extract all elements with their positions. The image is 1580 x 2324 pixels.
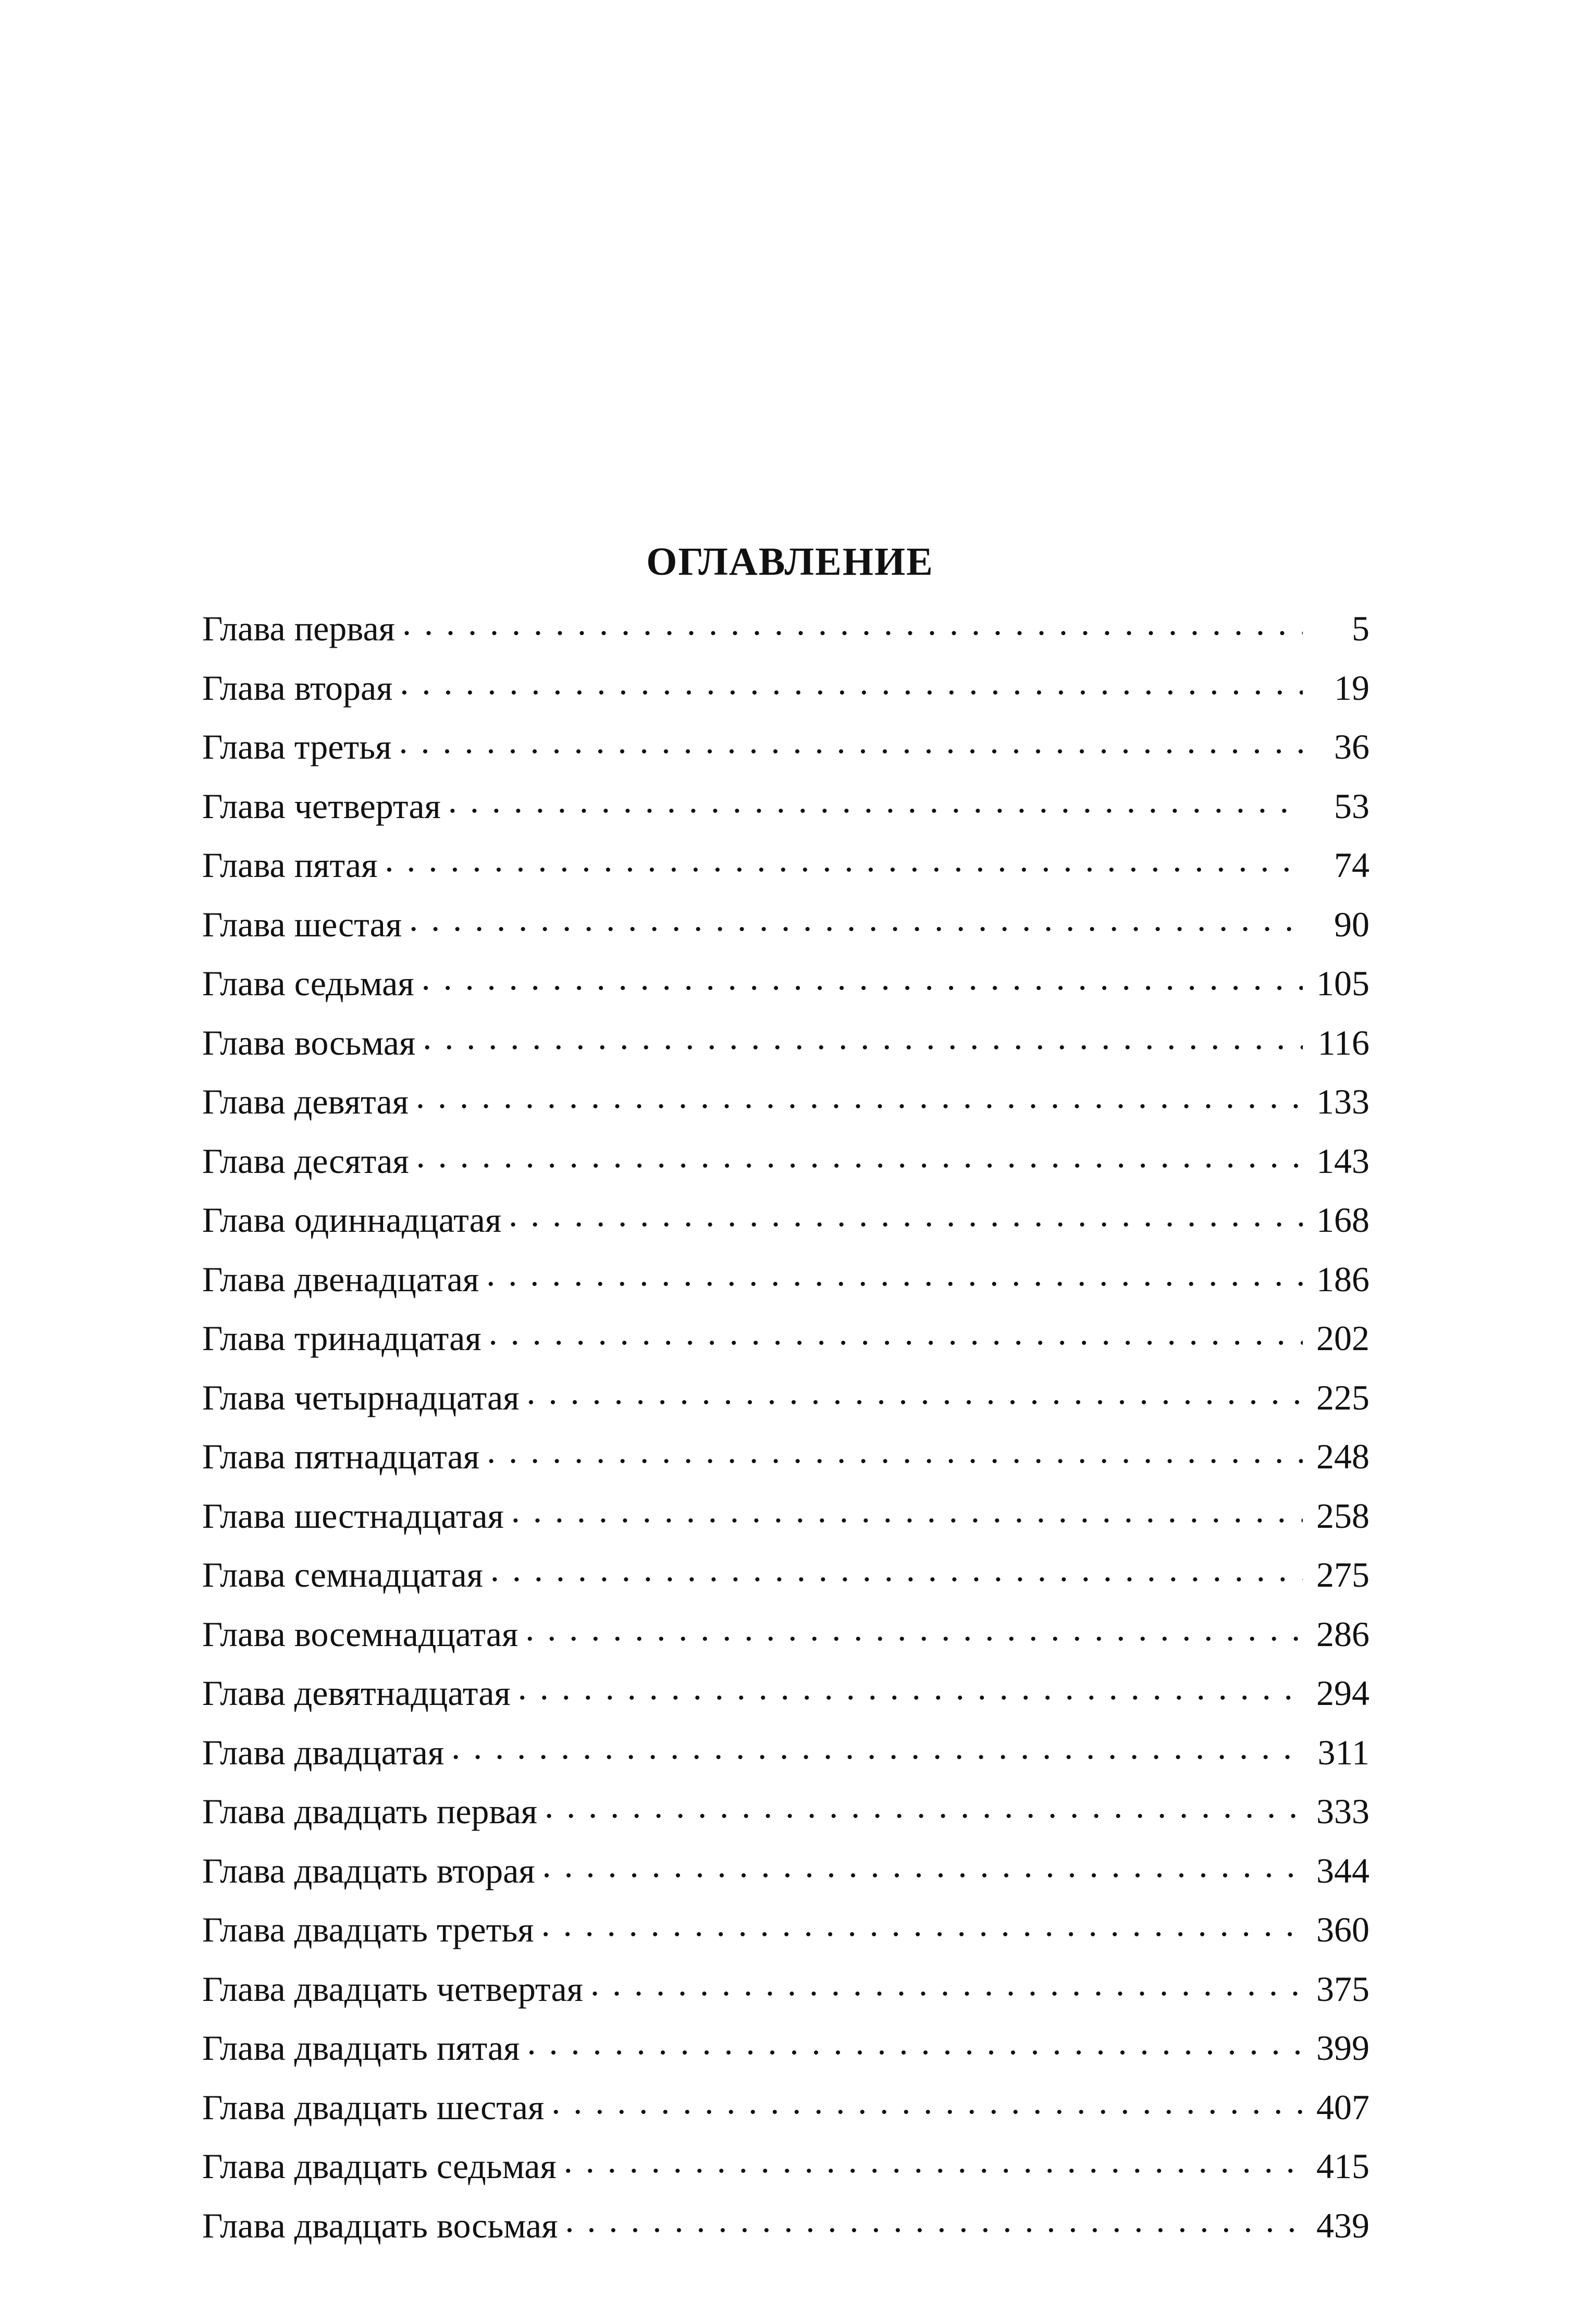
toc-entry <box>202 1841 1369 1901</box>
toc-entry-page-number: 360 <box>1316 1910 1369 1949</box>
toc-entry-page-number: 19 <box>1334 667 1369 708</box>
toc-entry <box>202 1960 1369 2019</box>
toc-entry <box>202 2137 1369 2196</box>
dot-leader <box>525 1611 1303 1646</box>
toc-entry-page-number: 275 <box>1316 1555 1369 1594</box>
dot-leader <box>451 1729 1303 1764</box>
dot-leader <box>399 723 1303 759</box>
toc-entry-label: Глава пятая <box>202 845 378 885</box>
dot-leader <box>448 783 1303 818</box>
toc-entry-page-number: 407 <box>1316 2087 1369 2127</box>
toc-entry <box>202 1132 1369 1191</box>
dot-leader <box>590 1965 1303 2001</box>
toc-entry-page-number: 186 <box>1316 1259 1369 1299</box>
toc-entry <box>202 1546 1369 1605</box>
toc-entry <box>202 1605 1369 1664</box>
toc-entry-label: Глава десятая <box>202 1141 409 1181</box>
toc-entry-page-number: 311 <box>1317 1732 1369 1772</box>
toc-entry-label: Глава двадцать первая <box>202 1791 538 1831</box>
toc-entry-page-number: 439 <box>1316 2205 1369 2245</box>
toc-entry-page-number: 258 <box>1316 1495 1369 1536</box>
toc-entry-label: Глава двадцать шестая <box>202 2087 545 2127</box>
toc-entry-page-number: 286 <box>1316 1614 1369 1654</box>
toc-entry-page-number: 248 <box>1316 1437 1369 1476</box>
toc-entry-label: Глава двадцать восьмая <box>202 2205 558 2245</box>
dot-leader <box>565 2202 1303 2238</box>
toc-entry-page-number: 143 <box>1316 1141 1369 1181</box>
toc-entry <box>202 2078 1369 2137</box>
toc-entry-page-number: 202 <box>1316 1318 1369 1358</box>
toc-entry <box>202 1487 1369 1546</box>
toc-entry <box>202 599 1369 659</box>
dot-leader <box>526 1374 1303 1410</box>
toc-entry-page-number: 375 <box>1316 1969 1369 2009</box>
toc-entry-page-number: 90 <box>1334 904 1369 944</box>
toc-entry <box>202 718 1369 777</box>
toc-entry-label: Глава седьмая <box>202 963 414 1003</box>
toc-entry-label: Глава четвертая <box>202 786 441 826</box>
toc-entry <box>202 1368 1369 1428</box>
toc-entry-page-number: 294 <box>1316 1673 1369 1713</box>
table-of-contents <box>202 599 1369 2255</box>
page-title: ОГЛАВЛЕНИЕ <box>646 540 934 584</box>
toc-entry <box>202 1427 1369 1487</box>
toc-entry-label: Глава восемнадцатая <box>202 1614 519 1654</box>
toc-entry-page-number: 53 <box>1334 786 1369 826</box>
dot-leader <box>416 1078 1303 1114</box>
toc-entry <box>202 1191 1369 1250</box>
toc-entry <box>202 1723 1369 1783</box>
toc-entry-page-number: 5 <box>1352 609 1369 648</box>
toc-entry-label: Глава девятая <box>202 1082 409 1121</box>
toc-entry-page-number: 225 <box>1316 1377 1369 1417</box>
toc-entry <box>202 777 1369 836</box>
dot-leader <box>487 1433 1303 1468</box>
dot-leader <box>518 1670 1303 1705</box>
toc-entry <box>202 1013 1369 1073</box>
toc-entry <box>202 895 1369 955</box>
toc-entry-label: Глава двадцать вторая <box>202 1850 535 1890</box>
toc-entry-label: Глава одиннадцатая <box>202 1200 502 1240</box>
toc-entry-label: Глава двадцатая <box>202 1732 445 1772</box>
toc-entry-label: Глава девятнадцатая <box>202 1673 511 1713</box>
dot-leader <box>527 2024 1303 2060</box>
dot-leader <box>545 1788 1303 1823</box>
toc-entry-label: Глава шестая <box>202 904 402 944</box>
toc-entry-label: Глава четырнадцатая <box>202 1377 520 1417</box>
toc-entry <box>202 1250 1369 1309</box>
toc-entry <box>202 2019 1369 2078</box>
dot-leader <box>422 960 1303 995</box>
toc-entry-page-number: 133 <box>1316 1082 1369 1121</box>
toc-entry <box>202 1072 1369 1132</box>
toc-entry <box>202 1309 1369 1368</box>
dot-leader <box>423 1019 1303 1055</box>
dot-leader <box>486 1256 1303 1291</box>
dot-leader <box>511 1492 1303 1528</box>
dot-leader <box>541 1906 1303 1942</box>
dot-leader <box>490 1551 1303 1587</box>
dot-leader <box>509 1196 1303 1232</box>
toc-entry <box>202 659 1369 718</box>
dot-leader <box>385 842 1303 877</box>
toc-entry-label: Глава восьмая <box>202 1022 416 1062</box>
toc-entry-label: Глава первая <box>202 609 395 648</box>
toc-entry-label: Глава двадцать пятая <box>202 2028 520 2068</box>
toc-entry-page-number: 415 <box>1316 2146 1369 2186</box>
dot-leader <box>402 605 1303 640</box>
toc-entry-page-number: 74 <box>1334 845 1369 885</box>
toc-entry-page-number: 399 <box>1316 2028 1369 2068</box>
toc-entry-label: Глава семнадцатая <box>202 1555 483 1594</box>
dot-leader <box>542 1847 1303 1883</box>
toc-entry-label: Глава двадцать четвертая <box>202 1969 583 2009</box>
dot-leader <box>551 2084 1303 2119</box>
toc-entry-label: Глава вторая <box>202 667 393 708</box>
toc-entry-page-number: 344 <box>1316 1850 1369 1890</box>
dot-leader <box>564 2143 1303 2178</box>
toc-entry-page-number: 36 <box>1334 727 1369 767</box>
toc-entry-page-number: 116 <box>1317 1022 1369 1062</box>
toc-entry <box>202 836 1369 895</box>
toc-entry-label: Глава тринадцатая <box>202 1318 482 1358</box>
toc-entry <box>202 1900 1369 1960</box>
toc-entry-page-number: 105 <box>1316 963 1369 1003</box>
toc-entry-label: Глава пятнадцатая <box>202 1437 480 1476</box>
dot-leader <box>416 1138 1303 1173</box>
toc-entry-label: Глава двадцать седьмая <box>202 2146 557 2186</box>
toc-entry-label: Глава двенадцатая <box>202 1259 479 1299</box>
toc-entry-label: Глава шестнадцатая <box>202 1495 504 1536</box>
toc-entry-page-number: 168 <box>1316 1200 1369 1240</box>
toc-entry-page-number: 333 <box>1316 1791 1369 1831</box>
toc-entry <box>202 1782 1369 1841</box>
toc-entry-label: Глава третья <box>202 727 392 767</box>
toc-entry-label: Глава двадцать третья <box>202 1910 534 1949</box>
toc-entry <box>202 2196 1369 2256</box>
dot-leader <box>409 901 1303 936</box>
dot-leader <box>400 664 1303 700</box>
dot-leader <box>489 1315 1303 1350</box>
toc-entry <box>202 1664 1369 1723</box>
toc-entry <box>202 954 1369 1013</box>
